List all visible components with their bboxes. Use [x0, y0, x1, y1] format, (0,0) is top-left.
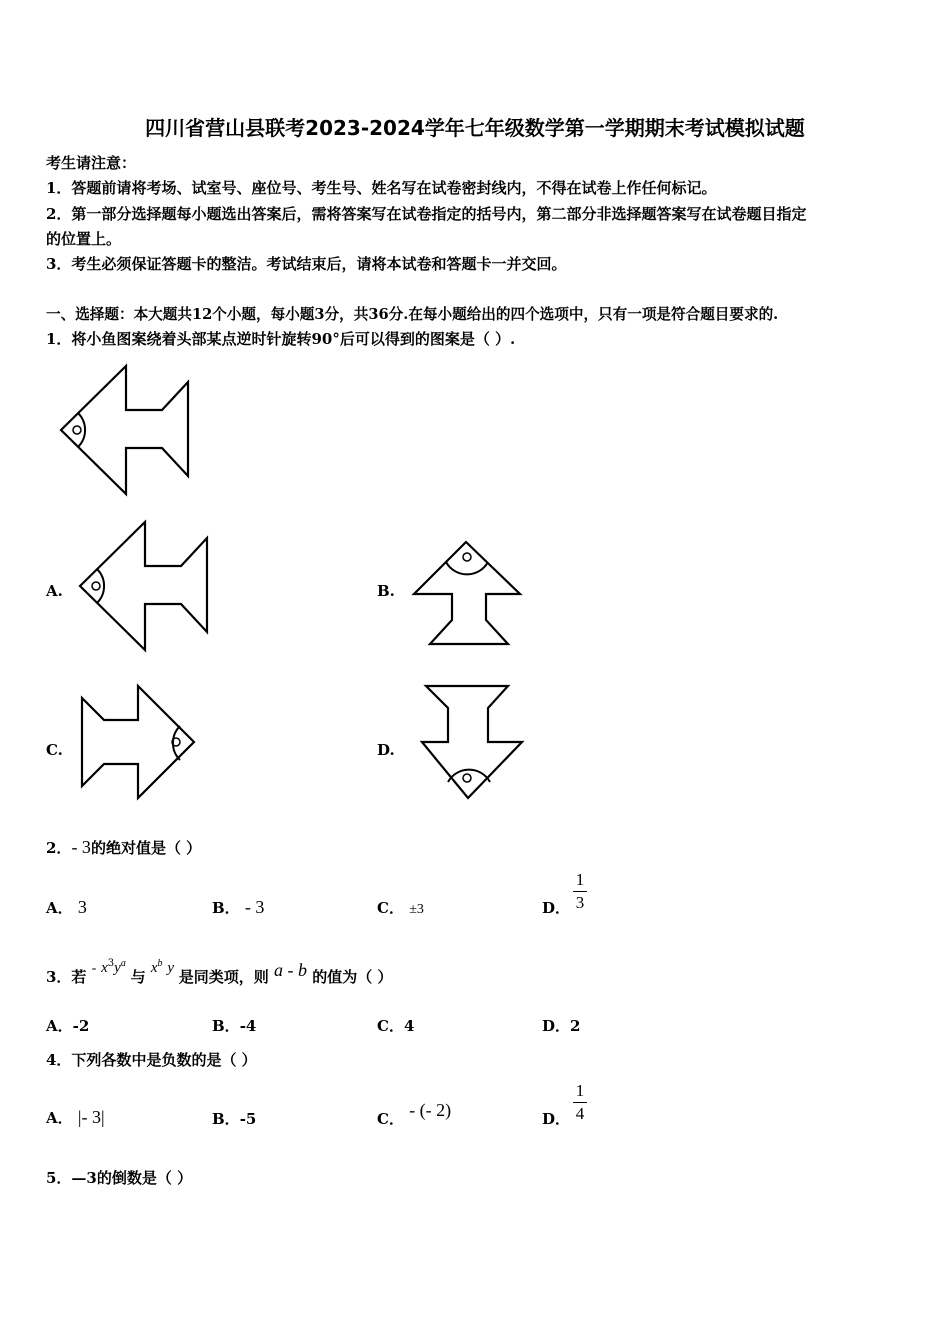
q4-option-c[interactable] [377, 1100, 452, 1129]
q3-term1-sign: - [91, 961, 97, 976]
q1-stem: 1．将小鱼图案绕着头部某点逆时针旋转90°后可以得到的图案是（ ）. [46, 330, 516, 348]
page-title: 四川省营山县联考2023-2024学年七年级数学第一学期期末考试模拟试题 [145, 116, 805, 140]
q3-term2-y: y [167, 960, 174, 976]
q2-stem [46, 837, 201, 858]
fish-option-b-figure[interactable] [412, 540, 524, 648]
q2-option-b-value: - 3 [244, 897, 265, 917]
q2-option-c-value: ±3 [409, 902, 424, 917]
q2-option-b[interactable] [212, 897, 264, 918]
q4-option-d-label: D． [542, 1110, 571, 1128]
q3-option-d-label: D． [542, 1017, 571, 1035]
q4-option-b-value: -5 [239, 1110, 257, 1128]
q2-option-c[interactable] [377, 897, 424, 918]
q2-stem-suffix: 的绝对值是（ ） [90, 839, 202, 857]
q4-stem: 4．下列各数中是负数的是（ ） [46, 1051, 257, 1069]
q2-stem-prefix: 2． [46, 839, 72, 857]
q3-option-d[interactable] [542, 1015, 580, 1036]
q3-option-b[interactable] [212, 1015, 256, 1036]
q3-option-c-value: 4 [403, 1017, 415, 1035]
q2-option-a-label: A． [46, 899, 73, 917]
q3-post: 是同类项，则 [178, 968, 269, 986]
notice-heading: 考生请注意： [46, 154, 137, 172]
q4-option-b-label: B． [212, 1110, 240, 1128]
q3-stem [46, 958, 393, 987]
q3-prefix: 3．若 [46, 968, 87, 986]
q4-option-a-value: |- 3| [77, 1107, 105, 1127]
q3-option-a[interactable] [46, 1015, 89, 1036]
q3-term1-x-exp: 3 [107, 958, 115, 969]
q2-option-a[interactable] [46, 897, 87, 918]
q3-option-a-label: A． [46, 1017, 73, 1035]
q4-option-b[interactable] [212, 1108, 256, 1129]
q3-term1-x: x [101, 960, 108, 976]
fraction-bar [573, 1102, 587, 1103]
fraction-denominator: 4 [575, 1104, 585, 1123]
q3-option-b-value: -4 [239, 1017, 257, 1035]
fraction-denominator: 3 [575, 893, 585, 912]
q1-option-b-label: B. [377, 582, 395, 600]
fish-option-a-figure[interactable] [77, 520, 212, 652]
q5-stem: 5．—3的倒数是（ ） [46, 1169, 193, 1187]
q2-option-a-value: 3 [77, 897, 87, 917]
q3-option-c-label: C． [377, 1017, 404, 1035]
fraction-bar [573, 891, 587, 892]
fraction-numerator: 1 [575, 870, 585, 889]
section-heading: 一、选择题：本大题共12个小题，每小题3分，共36分.在每小题给出的四个选项中，只有一项是符合题目要求的. [46, 306, 779, 323]
q2-option-c-label: C． [377, 899, 404, 917]
q3-expression: a - b [274, 960, 308, 980]
notice-item-1: 1．答题前请将考场、试室号、座位号、考生号、姓名写在试卷密封线内，不得在试卷上作任何标记。 [46, 179, 717, 197]
q3-mid: 与 [130, 968, 146, 986]
fraction-numerator: 1 [575, 1081, 585, 1100]
q3-option-c[interactable] [377, 1015, 414, 1036]
q3-term2-x: x [150, 960, 158, 976]
q3-option-b-label: B． [212, 1017, 240, 1035]
q2-option-d-label: D． [542, 899, 571, 917]
q3-term2-x-exp: b [157, 958, 163, 969]
fish-option-c-figure[interactable] [80, 684, 198, 800]
notice-item-2: 2．第一部分选择题每小题选出答案后，需将答案写在试卷指定的括号内，第二部分非选择题答案写在试卷题目指定 [46, 205, 807, 223]
fish-original-figure [58, 364, 193, 496]
q4-option-c-label: C． [377, 1110, 404, 1128]
q1-option-d-label: D. [377, 741, 395, 759]
q4-option-a-label: A． [46, 1109, 73, 1127]
q4-option-a[interactable] [46, 1107, 105, 1128]
q2-option-d-fraction [573, 870, 587, 913]
q3-term1-y: y [114, 960, 121, 976]
q1-option-c-label: C. [46, 741, 63, 759]
q2-option-d[interactable] [542, 897, 570, 918]
q3-option-d-value: 2 [570, 1017, 581, 1035]
q1-option-a-label: A. [46, 582, 63, 600]
notice-item-2-cont: 的位置上。 [46, 230, 122, 248]
q2-option-b-label: B． [212, 899, 240, 917]
q3-term1-y-exp: a [120, 958, 126, 969]
fish-option-d-figure[interactable] [420, 684, 524, 802]
q2-stem-math: - 3 [71, 837, 91, 857]
q3-tail: 的值为（ ） [312, 968, 393, 986]
notice-item-3: 3．考生必须保证答题卡的整洁。考试结束后，请将本试卷和答题卡一并交回。 [46, 255, 567, 273]
q3-option-a-value: -2 [72, 1017, 90, 1035]
q4-option-c-value: - (- 2) [409, 1100, 452, 1120]
q4-option-d[interactable] [542, 1108, 570, 1129]
q4-option-d-fraction [573, 1081, 587, 1124]
